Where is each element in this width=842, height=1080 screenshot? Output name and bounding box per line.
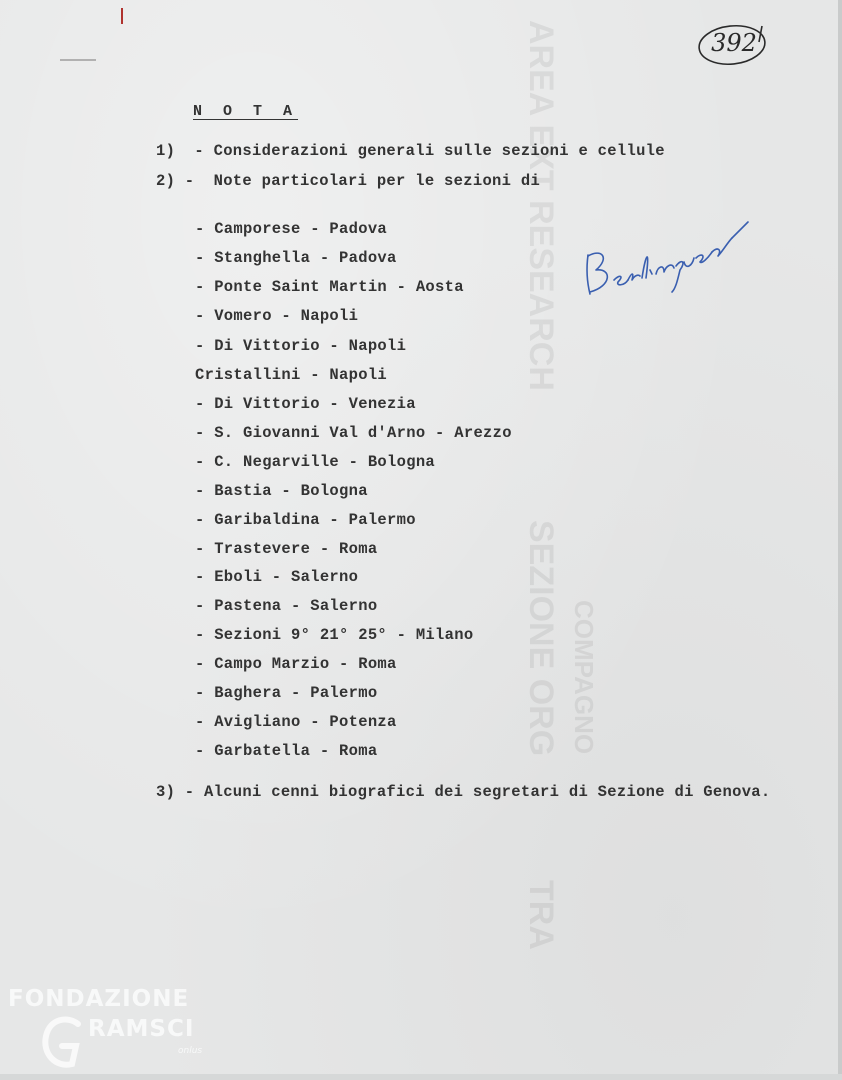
section-item: - Garibaldina - Palermo	[195, 511, 416, 529]
document-title: N O T A	[193, 103, 299, 120]
section-item: - Trastevere - Roma	[195, 540, 378, 558]
red-margin-mark	[121, 8, 123, 24]
section-item: - S. Giovanni Val d'Arno - Arezzo	[195, 424, 512, 442]
section-item: - Pastena - Salerno	[195, 597, 378, 615]
svg-text:AREA EXT RESEARCH: AREA EXT RESEARCH	[522, 20, 560, 391]
point-2: 2) - Note particolari per le sezioni di	[156, 172, 541, 190]
logo-line-2: RAMSCI	[88, 1016, 195, 1042]
handwritten-signature	[572, 200, 762, 300]
logo-line-1: FONDAZIONE	[8, 986, 190, 1012]
section-item: - Di Vittorio - Napoli	[195, 337, 407, 355]
section-item: - Eboli - Salerno	[195, 568, 359, 586]
page-number: 392	[711, 29, 757, 57]
section-item: - Di Vittorio - Venezia	[195, 395, 416, 413]
section-item: - Sezioni 9° 21° 25° - Milano	[195, 626, 474, 644]
point-1: 1) - Considerazioni generali sulle sezioni e cellule	[156, 142, 665, 160]
paper-edge-right	[838, 0, 842, 1080]
section-item: - Campo Marzio - Roma	[195, 655, 397, 673]
section-item: - Stanghella - Padova	[195, 249, 397, 267]
section-item: - C. Negarville - Bologna	[195, 453, 436, 471]
section-item: - Baghera - Palermo	[195, 684, 378, 702]
svg-text:TRA: TRA	[522, 880, 560, 950]
section-item: - Ponte Saint Martin - Aosta	[195, 278, 464, 296]
logo-subtitle: onlus	[178, 1046, 203, 1056]
section-item: - Camporese - Padova	[195, 220, 388, 238]
svg-text:COMPAGNO: COMPAGNO	[569, 600, 599, 755]
svg-text:SEZIONE ORG: SEZIONE ORG	[522, 520, 560, 757]
section-item: - Garbatella - Roma	[195, 742, 378, 760]
section-item: - Bastia - Bologna	[195, 482, 368, 500]
gramsci-g-icon	[38, 1012, 86, 1072]
bleed-through-watermark	[500, 0, 599, 1080]
point-3: 3) - Alcuni cenni biografici dei segretari di Sezione di Genova.	[156, 783, 771, 801]
section-item: Cristallini - Napoli	[195, 366, 388, 384]
page-number-stamp	[696, 20, 768, 68]
section-item: - Vomero - Napoli	[195, 307, 359, 325]
fondazione-gramsci-logo	[8, 986, 218, 1076]
pencil-dash	[60, 59, 96, 61]
section-item: - Avigliano - Potenza	[195, 713, 397, 731]
